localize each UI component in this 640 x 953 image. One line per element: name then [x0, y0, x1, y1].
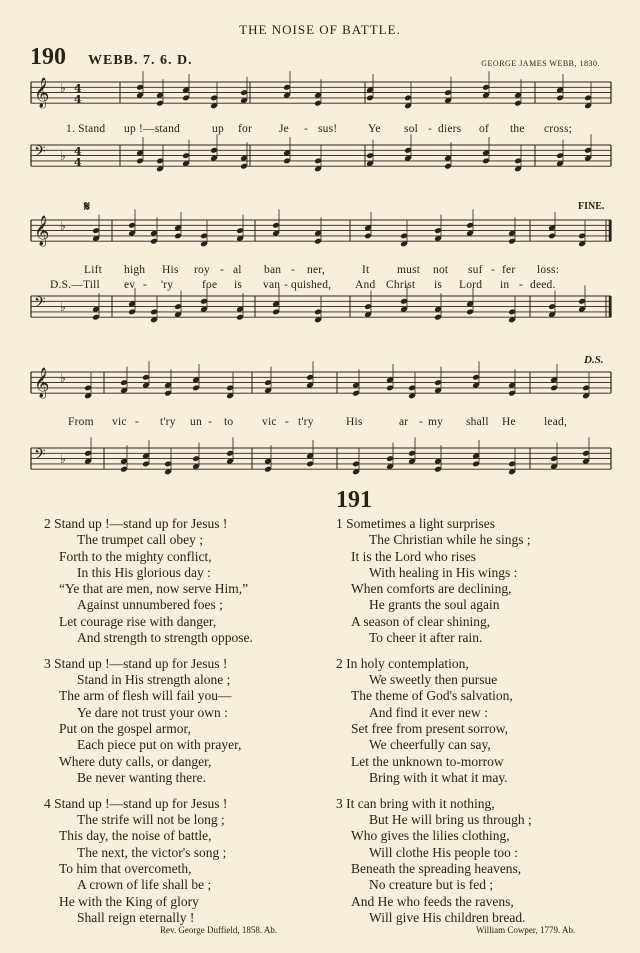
- lyric-word: diers: [438, 123, 462, 135]
- stanza-number: 3: [336, 795, 343, 811]
- stanza-line-text: When comforts are declining,: [351, 581, 512, 597]
- stanza-line: [336, 845, 626, 861]
- time-signature: 4: [74, 145, 82, 158]
- lyric-word: Lord: [459, 279, 483, 291]
- stanza-line-text: The strife will not be long ;: [77, 812, 225, 828]
- stanza-line: [336, 910, 626, 926]
- lyric-word: not: [433, 264, 449, 276]
- lyric-word: -: [491, 264, 496, 276]
- lyric-word: -: [208, 416, 213, 428]
- stanza-line-text: The next, the victor's song ;: [77, 844, 227, 860]
- stanza-line: [44, 672, 334, 688]
- lyric-word: t'ry: [160, 416, 176, 428]
- bass-clef-icon: 𝄢: [34, 446, 46, 467]
- lyric-word: foe: [202, 279, 218, 291]
- stanza: [44, 656, 334, 786]
- treble-clef-icon: 𝄞: [34, 216, 50, 246]
- lyric-word: ar: [399, 416, 409, 428]
- stanza-line: [336, 597, 626, 613]
- stanza-number: 1: [336, 516, 343, 531]
- stanza-line: [44, 565, 334, 581]
- stanza-line-text: Against unnumbered foes ;: [77, 597, 223, 613]
- stanza-line: [44, 812, 334, 828]
- flat-icon: ♭: [60, 81, 66, 95]
- stanza-line: [44, 861, 334, 877]
- flat-icon: ♭: [60, 219, 66, 233]
- stanza-line: [336, 894, 626, 910]
- lyric-word: quished,: [291, 279, 332, 291]
- stanza-line-text: And find it ever new :: [369, 704, 488, 720]
- stanza-line-text: Ye dare not trust your own :: [77, 704, 228, 720]
- lyric-word: vic: [262, 416, 277, 428]
- lyric-word: -: [285, 416, 290, 428]
- stanza-line: [336, 705, 626, 721]
- stanza-number: 4: [44, 795, 51, 811]
- stanza-line-text: The trumpet call obey ;: [77, 532, 203, 548]
- lyric-word: ev: [124, 279, 136, 291]
- lyric-word: of: [479, 123, 489, 135]
- stanza-line-text: And He who feeds the ravens,: [351, 893, 514, 909]
- lyric-word: 1. Stand: [66, 123, 106, 135]
- stanza-number: 3: [44, 655, 51, 671]
- lyric-word: must: [397, 264, 421, 276]
- stanza-line: [44, 845, 334, 861]
- stanza-line: [336, 877, 626, 893]
- stanza-line: [44, 656, 334, 672]
- lyric-word: high: [124, 264, 146, 276]
- stanza-line: [44, 705, 334, 721]
- lyric-word: -: [284, 279, 289, 291]
- stanza-line-text: It can bring with it nothing,: [346, 795, 495, 811]
- lyric-word: -: [220, 264, 225, 276]
- stanza-line-text: Shall reign eternally !: [77, 909, 195, 925]
- lyric-word: sol: [404, 123, 419, 135]
- stanza-line: [336, 516, 626, 532]
- lyric-word: His: [162, 264, 179, 276]
- stanza-line-text: This day, the noise of battle,: [59, 828, 212, 844]
- stanza-line: [336, 721, 626, 737]
- stanza-line-text: Stand up !—stand up for Jesus !: [54, 795, 228, 811]
- lyric-word: van: [263, 279, 281, 291]
- stanza-line: [44, 516, 334, 532]
- stanza-line-text: The Christian while he sings ;: [369, 532, 531, 548]
- bass-clef-icon: 𝄢: [34, 294, 46, 315]
- stanza-line-text: Stand in His strength alone ;: [77, 672, 231, 688]
- tune-name: WEBB. 7. 6. D.: [88, 53, 193, 68]
- stanza-line-text: Who gives the lilies clothing,: [351, 828, 510, 844]
- stanza-line-text: Set free from present sorrow,: [351, 721, 508, 737]
- lyric-word: the: [510, 123, 525, 135]
- stanza-line: [44, 688, 334, 704]
- segno-icon: 𝄋: [84, 200, 91, 215]
- hymn-191-stanzas: [336, 516, 626, 936]
- bass-clef-icon: 𝄢: [34, 143, 46, 164]
- lyric-word: It: [362, 264, 370, 276]
- lyric-word: shall: [466, 416, 489, 428]
- stanza-line: [44, 754, 334, 770]
- lyric-word: -: [428, 123, 433, 135]
- stanza-line: [44, 581, 334, 597]
- stanza-line: [44, 877, 334, 893]
- stanza-line-text: A season of clear shining,: [351, 613, 491, 629]
- lyric-word: -: [519, 279, 524, 291]
- time-signature: 4: [74, 82, 82, 95]
- ds-mark: D.S.: [584, 354, 604, 366]
- hymn-191-number: 191: [336, 487, 372, 513]
- flat-icon: ♭: [60, 371, 66, 385]
- stanza-line-text: He with the King of glory: [59, 893, 199, 909]
- stanza-line: [336, 737, 626, 753]
- lyric-word: al: [233, 264, 242, 276]
- lyric-word: cross;: [544, 123, 573, 135]
- lyric-word: vic: [112, 416, 127, 428]
- stanza-line-text: Bring with it what it may.: [369, 769, 508, 785]
- flat-icon: ♭: [60, 149, 66, 163]
- lyric-word: roy: [194, 264, 210, 276]
- stanza-line-text: Each piece put on with prayer,: [77, 737, 242, 753]
- stanza-line: [336, 828, 626, 844]
- stanza-line-text: The arm of flesh will fail you—: [59, 688, 232, 704]
- stanza-line-text: Sometimes a light surprises: [346, 516, 495, 531]
- stanza-line-text: We sweetly then pursue: [369, 672, 498, 688]
- stanza-line-text: Let courage rise with danger,: [59, 613, 217, 629]
- stanza-line: [44, 910, 334, 926]
- stanza-line-text: Will give His children bread.: [369, 909, 526, 925]
- stanza: [44, 516, 334, 646]
- stanza-line-text: To him that overcometh,: [59, 860, 192, 876]
- hymn-190-stanzas: [44, 516, 334, 936]
- lyric-word: is: [434, 279, 443, 291]
- hymn-190-attribution: Rev. George Duffield, 1858. Ab.: [160, 925, 278, 935]
- composer-credit: GEORGE JAMES WEBB, 1830.: [481, 59, 600, 68]
- lyric-word: is: [234, 279, 243, 291]
- stanza: [336, 796, 626, 926]
- stanza-line: [336, 532, 626, 548]
- stanza-line-text: Stand up !—stand up for Jesus !: [54, 516, 228, 531]
- lyric-word: -: [304, 123, 309, 135]
- stanza-line-text: But He will bring us through ;: [369, 812, 532, 828]
- stanza-line-text: In this His glorious day :: [77, 564, 211, 580]
- page-title: THE NOISE OF BATTLE.: [239, 22, 401, 37]
- flat-icon: ♭: [60, 300, 66, 314]
- stanza-number: 2: [336, 655, 343, 671]
- stanza-line-text: Beneath the spreading heavens,: [351, 860, 522, 876]
- stanza: [336, 656, 626, 786]
- lyric-word: my: [428, 416, 444, 428]
- stanza: [336, 516, 626, 646]
- stanza-line: [336, 565, 626, 581]
- stanza-line-text: It is the Lord who rises: [351, 548, 476, 564]
- lyric-word: 'ry: [161, 279, 174, 291]
- stanza-line-text: A crown of life shall be ;: [77, 877, 212, 893]
- lyric-word: fer: [502, 264, 516, 276]
- stanza-line-text: In holy contemplation,: [346, 655, 469, 671]
- stanza-line-text: Let the unknown to-morrow: [351, 753, 504, 769]
- stanza-line: [44, 796, 334, 812]
- stanza-line: [44, 630, 334, 646]
- stanza-line: [336, 672, 626, 688]
- stanza-line-text: Stand up !—stand up for Jesus !: [54, 655, 228, 671]
- lyric-word: Christ: [386, 279, 416, 291]
- stanza-number: 2: [44, 516, 51, 531]
- lyric-word: D.S.—Till: [50, 279, 100, 291]
- stanza-line: [336, 754, 626, 770]
- lyric-word: His: [346, 416, 363, 428]
- stanza-line-text: He grants the soul again: [369, 597, 500, 613]
- treble-clef-icon: 𝄞: [34, 78, 50, 108]
- stanza-line-text: Where duty calls, or danger,: [59, 753, 212, 769]
- lyric-word: t'ry: [298, 416, 314, 428]
- stanza-line: [336, 812, 626, 828]
- stanza-line: [44, 532, 334, 548]
- stanza-line-text: Be never wanting there.: [77, 769, 206, 785]
- stanza-line: [44, 721, 334, 737]
- lyric-word: And: [355, 279, 376, 291]
- stanza-line: [336, 581, 626, 597]
- lyric-word: in: [500, 279, 510, 291]
- flat-icon: ♭: [60, 452, 66, 466]
- stanza-line-text: We cheerfully can say,: [369, 737, 491, 753]
- stanza-line: [336, 630, 626, 646]
- stanza-line-text: “Ye that are men, now serve Him,”: [59, 581, 249, 597]
- lyric-word: lead,: [544, 416, 568, 428]
- lyric-word: up !—stand: [124, 123, 180, 135]
- fine-mark: FINE.: [578, 201, 605, 212]
- stanza-line: [336, 688, 626, 704]
- lyric-word: ner,: [307, 264, 325, 276]
- lyric-word: loss:: [537, 264, 560, 276]
- lyric-word: -: [291, 264, 296, 276]
- stanza-line: [44, 597, 334, 613]
- lyric-word: -: [143, 279, 148, 291]
- stanza-line: [44, 549, 334, 565]
- stanza-line-text: Put on the gospel armor,: [59, 721, 191, 737]
- lyric-word: deed.: [530, 279, 556, 291]
- stanza-line-text: Forth to the mighty conflict,: [59, 548, 212, 564]
- stanza-line-text: To cheer it after rain.: [369, 630, 483, 646]
- hymn-191-attribution: William Cowper, 1779. Ab.: [476, 925, 576, 935]
- stanza-line: [44, 770, 334, 786]
- lyric-word: He: [502, 416, 516, 428]
- lyric-word: suf: [468, 264, 483, 276]
- lyric-word: sus!: [318, 123, 338, 135]
- stanza-line-text: Will clothe His people too :: [369, 844, 519, 860]
- stanza-line-text: The theme of God's salvation,: [351, 688, 513, 704]
- lyric-word: -: [135, 416, 140, 428]
- lyric-word: to: [224, 416, 234, 428]
- lyric-word: un: [190, 416, 202, 428]
- hymn-190-number: 190: [30, 44, 66, 70]
- stanza-line: [336, 549, 626, 565]
- stanza-line: [336, 796, 626, 812]
- time-signature: 4: [74, 93, 82, 106]
- stanza-line: [336, 770, 626, 786]
- lyric-word: ban: [264, 264, 282, 276]
- lyric-word: Lift: [84, 264, 103, 276]
- lyric-word: From: [68, 416, 94, 428]
- treble-clef-icon: 𝄞: [34, 368, 50, 398]
- stanza-line: [44, 894, 334, 910]
- stanza-line: [336, 861, 626, 877]
- lyric-word: Je: [279, 123, 289, 135]
- stanza-line: [44, 614, 334, 630]
- time-signature: 4: [74, 156, 82, 169]
- stanza-line: [44, 737, 334, 753]
- lyric-word: -: [419, 416, 424, 428]
- stanza-line: [44, 828, 334, 844]
- stanza-line: [336, 614, 626, 630]
- lyric-word: for: [238, 123, 253, 135]
- stanza-line-text: With healing in His wings :: [369, 564, 518, 580]
- stanza-line-text: No creature but is fed ;: [369, 877, 494, 893]
- stanza-line: [336, 656, 626, 672]
- lyric-word: up: [212, 123, 224, 135]
- lyric-word: Ye: [368, 123, 381, 135]
- stanza-line-text: And strength to strength oppose.: [77, 630, 253, 646]
- stanza: [44, 796, 334, 926]
